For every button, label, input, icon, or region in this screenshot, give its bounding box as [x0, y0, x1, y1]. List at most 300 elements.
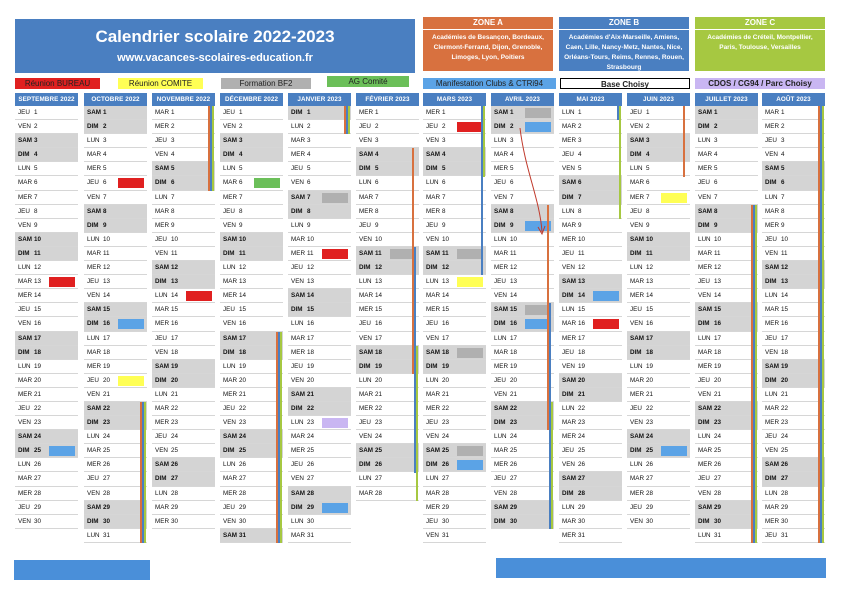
- day-row[interactable]: [152, 332, 215, 346]
- event-marker[interactable]: [49, 446, 75, 456]
- day-row[interactable]: [627, 317, 690, 331]
- day-row[interactable]: [627, 303, 690, 317]
- day-row[interactable]: [627, 346, 690, 360]
- day-row[interactable]: [15, 458, 78, 472]
- day-row[interactable]: [84, 374, 147, 388]
- day-row[interactable]: [356, 261, 419, 275]
- day-row[interactable]: [288, 303, 351, 317]
- day-row[interactable]: [356, 134, 419, 148]
- day-row[interactable]: [220, 487, 283, 501]
- day-row[interactable]: [762, 219, 825, 233]
- day-row[interactable]: [152, 247, 215, 261]
- day-row[interactable]: [762, 472, 825, 486]
- day-row[interactable]: [423, 303, 486, 317]
- day-row[interactable]: [762, 332, 825, 346]
- day-row[interactable]: [220, 501, 283, 515]
- day-row[interactable]: [423, 529, 486, 543]
- day-row[interactable]: [15, 120, 78, 134]
- day-row[interactable]: [627, 388, 690, 402]
- day-row[interactable]: [559, 303, 622, 317]
- day-row[interactable]: [84, 487, 147, 501]
- event-marker[interactable]: [322, 193, 348, 203]
- day-row[interactable]: [15, 106, 78, 120]
- day-row[interactable]: [84, 416, 147, 430]
- day-row[interactable]: [559, 487, 622, 501]
- day-row[interactable]: [152, 261, 215, 275]
- day-row[interactable]: [356, 444, 419, 458]
- day-row[interactable]: [220, 205, 283, 219]
- day-row[interactable]: [423, 515, 486, 529]
- day-row[interactable]: [15, 233, 78, 247]
- day-row[interactable]: [423, 191, 486, 205]
- day-row[interactable]: [627, 458, 690, 472]
- day-row[interactable]: [288, 332, 351, 346]
- day-row[interactable]: [627, 247, 690, 261]
- day-row[interactable]: [762, 134, 825, 148]
- day-row[interactable]: [15, 487, 78, 501]
- day-row[interactable]: [491, 430, 554, 444]
- day-row[interactable]: [84, 120, 147, 134]
- day-row[interactable]: [220, 162, 283, 176]
- day-row[interactable]: [356, 205, 419, 219]
- day-row[interactable]: [762, 247, 825, 261]
- day-row[interactable]: [84, 191, 147, 205]
- day-row[interactable]: [695, 317, 758, 331]
- day-row[interactable]: [220, 529, 283, 543]
- event-marker[interactable]: [186, 291, 212, 301]
- day-row[interactable]: [356, 233, 419, 247]
- day-row[interactable]: [491, 332, 554, 346]
- day-row[interactable]: [695, 261, 758, 275]
- day-row[interactable]: [356, 120, 419, 134]
- day-row[interactable]: [152, 148, 215, 162]
- day-row[interactable]: [152, 416, 215, 430]
- day-row[interactable]: [695, 219, 758, 233]
- day-row[interactable]: [423, 402, 486, 416]
- event-marker[interactable]: [457, 460, 483, 470]
- day-row[interactable]: [84, 501, 147, 515]
- day-row[interactable]: [627, 374, 690, 388]
- day-row[interactable]: [695, 289, 758, 303]
- event-marker[interactable]: [457, 348, 483, 358]
- day-row[interactable]: [288, 374, 351, 388]
- day-row[interactable]: [288, 444, 351, 458]
- day-row[interactable]: [627, 289, 690, 303]
- day-row[interactable]: [356, 275, 419, 289]
- day-row[interactable]: [84, 458, 147, 472]
- day-row[interactable]: [356, 472, 419, 486]
- website-link[interactable]: www.vacances-scolaires-education.fr: [117, 52, 313, 64]
- day-row[interactable]: [84, 346, 147, 360]
- day-row[interactable]: [220, 303, 283, 317]
- day-row[interactable]: [220, 134, 283, 148]
- day-row[interactable]: [559, 134, 622, 148]
- day-row[interactable]: [762, 529, 825, 543]
- day-row[interactable]: [356, 176, 419, 190]
- day-row[interactable]: [288, 501, 351, 515]
- day-row[interactable]: [356, 430, 419, 444]
- day-row[interactable]: [423, 444, 486, 458]
- day-row[interactable]: [762, 289, 825, 303]
- day-row[interactable]: [356, 191, 419, 205]
- day-row[interactable]: [491, 346, 554, 360]
- day-row[interactable]: [15, 289, 78, 303]
- day-row[interactable]: [15, 317, 78, 331]
- day-row[interactable]: [288, 247, 351, 261]
- day-row[interactable]: [559, 515, 622, 529]
- day-row[interactable]: [356, 346, 419, 360]
- day-row[interactable]: [288, 289, 351, 303]
- day-row[interactable]: [423, 388, 486, 402]
- day-row[interactable]: [762, 402, 825, 416]
- day-row[interactable]: [559, 120, 622, 134]
- day-row[interactable]: [491, 162, 554, 176]
- day-row[interactable]: [423, 219, 486, 233]
- day-row[interactable]: [491, 205, 554, 219]
- day-row[interactable]: [288, 275, 351, 289]
- day-row[interactable]: [220, 416, 283, 430]
- day-row[interactable]: [695, 233, 758, 247]
- day-row[interactable]: [762, 458, 825, 472]
- day-row[interactable]: [695, 388, 758, 402]
- day-row[interactable]: [762, 261, 825, 275]
- day-row[interactable]: [423, 176, 486, 190]
- day-row[interactable]: [627, 472, 690, 486]
- day-row[interactable]: [627, 332, 690, 346]
- day-row[interactable]: [559, 191, 622, 205]
- day-row[interactable]: [695, 275, 758, 289]
- day-row[interactable]: [695, 501, 758, 515]
- day-row[interactable]: [423, 247, 486, 261]
- day-row[interactable]: [627, 487, 690, 501]
- day-row[interactable]: [152, 134, 215, 148]
- event-marker[interactable]: [118, 178, 144, 188]
- day-row[interactable]: [288, 134, 351, 148]
- day-row[interactable]: [491, 289, 554, 303]
- day-row[interactable]: [15, 148, 78, 162]
- day-row[interactable]: [762, 416, 825, 430]
- day-row[interactable]: [559, 360, 622, 374]
- day-row[interactable]: [152, 289, 215, 303]
- day-row[interactable]: [220, 148, 283, 162]
- day-row[interactable]: [152, 360, 215, 374]
- day-row[interactable]: [559, 162, 622, 176]
- day-row[interactable]: [627, 148, 690, 162]
- day-row[interactable]: [491, 120, 554, 134]
- day-row[interactable]: [288, 106, 351, 120]
- day-row[interactable]: [84, 402, 147, 416]
- day-row[interactable]: [695, 162, 758, 176]
- day-row[interactable]: [356, 487, 419, 501]
- day-row[interactable]: [627, 261, 690, 275]
- day-row[interactable]: [695, 303, 758, 317]
- day-row[interactable]: [288, 388, 351, 402]
- day-row[interactable]: [356, 317, 419, 331]
- day-row[interactable]: [84, 261, 147, 275]
- day-row[interactable]: [220, 120, 283, 134]
- event-marker[interactable]: [593, 291, 619, 301]
- day-row[interactable]: [152, 402, 215, 416]
- day-row[interactable]: [356, 303, 419, 317]
- day-row[interactable]: [15, 205, 78, 219]
- day-row[interactable]: [695, 487, 758, 501]
- event-marker[interactable]: [661, 446, 687, 456]
- day-row[interactable]: [220, 261, 283, 275]
- day-row[interactable]: [491, 374, 554, 388]
- event-marker[interactable]: [525, 122, 551, 132]
- day-row[interactable]: [423, 374, 486, 388]
- day-row[interactable]: [423, 501, 486, 515]
- day-row[interactable]: [356, 388, 419, 402]
- day-row[interactable]: [423, 458, 486, 472]
- day-row[interactable]: [288, 261, 351, 275]
- day-row[interactable]: [15, 388, 78, 402]
- day-row[interactable]: [559, 219, 622, 233]
- day-row[interactable]: [695, 332, 758, 346]
- day-row[interactable]: [695, 402, 758, 416]
- day-row[interactable]: [84, 515, 147, 529]
- event-marker[interactable]: [118, 319, 144, 329]
- day-row[interactable]: [220, 360, 283, 374]
- day-row[interactable]: [152, 458, 215, 472]
- day-row[interactable]: [559, 176, 622, 190]
- day-row[interactable]: [695, 176, 758, 190]
- day-row[interactable]: [288, 430, 351, 444]
- event-marker[interactable]: [457, 446, 483, 456]
- day-row[interactable]: [695, 472, 758, 486]
- day-row[interactable]: [559, 148, 622, 162]
- day-row[interactable]: [559, 430, 622, 444]
- day-row[interactable]: [627, 275, 690, 289]
- day-row[interactable]: [152, 205, 215, 219]
- event-marker[interactable]: [593, 319, 619, 329]
- day-row[interactable]: [762, 487, 825, 501]
- day-row[interactable]: [762, 430, 825, 444]
- day-row[interactable]: [356, 162, 419, 176]
- day-row[interactable]: [559, 106, 622, 120]
- day-row[interactable]: [627, 501, 690, 515]
- day-row[interactable]: [356, 106, 419, 120]
- day-row[interactable]: [762, 360, 825, 374]
- day-row[interactable]: [695, 148, 758, 162]
- day-row[interactable]: [491, 317, 554, 331]
- day-row[interactable]: [288, 458, 351, 472]
- event-marker[interactable]: [118, 376, 144, 386]
- day-row[interactable]: [152, 374, 215, 388]
- day-row[interactable]: [84, 219, 147, 233]
- day-row[interactable]: [84, 247, 147, 261]
- day-row[interactable]: [627, 219, 690, 233]
- day-row[interactable]: [152, 515, 215, 529]
- day-row[interactable]: [762, 275, 825, 289]
- day-row[interactable]: [152, 176, 215, 190]
- day-row[interactable]: [491, 501, 554, 515]
- day-row[interactable]: [288, 205, 351, 219]
- day-row[interactable]: [356, 148, 419, 162]
- day-row[interactable]: [559, 275, 622, 289]
- day-row[interactable]: [220, 317, 283, 331]
- day-row[interactable]: [84, 303, 147, 317]
- day-row[interactable]: [423, 289, 486, 303]
- day-row[interactable]: [491, 360, 554, 374]
- day-row[interactable]: [220, 289, 283, 303]
- day-row[interactable]: [220, 191, 283, 205]
- day-row[interactable]: [152, 430, 215, 444]
- day-row[interactable]: [762, 515, 825, 529]
- day-row[interactable]: [84, 205, 147, 219]
- day-row[interactable]: [762, 162, 825, 176]
- day-row[interactable]: [288, 346, 351, 360]
- day-row[interactable]: [84, 332, 147, 346]
- day-row[interactable]: [84, 162, 147, 176]
- day-row[interactable]: [220, 388, 283, 402]
- day-row[interactable]: [491, 148, 554, 162]
- event-marker[interactable]: [661, 193, 687, 203]
- event-marker[interactable]: [457, 249, 483, 259]
- day-row[interactable]: [762, 374, 825, 388]
- day-row[interactable]: [15, 515, 78, 529]
- day-row[interactable]: [491, 233, 554, 247]
- day-row[interactable]: [627, 106, 690, 120]
- day-row[interactable]: [15, 374, 78, 388]
- day-row[interactable]: [84, 176, 147, 190]
- day-row[interactable]: [627, 360, 690, 374]
- day-row[interactable]: [288, 233, 351, 247]
- day-row[interactable]: [288, 472, 351, 486]
- day-row[interactable]: [559, 388, 622, 402]
- day-row[interactable]: [423, 332, 486, 346]
- day-row[interactable]: [356, 289, 419, 303]
- day-row[interactable]: [356, 402, 419, 416]
- day-row[interactable]: [15, 219, 78, 233]
- day-row[interactable]: [559, 317, 622, 331]
- day-row[interactable]: [15, 162, 78, 176]
- event-marker[interactable]: [322, 503, 348, 513]
- day-row[interactable]: [627, 176, 690, 190]
- day-row[interactable]: [695, 430, 758, 444]
- day-row[interactable]: [423, 162, 486, 176]
- day-row[interactable]: [15, 247, 78, 261]
- day-row[interactable]: [288, 219, 351, 233]
- day-row[interactable]: [288, 191, 351, 205]
- day-row[interactable]: [152, 106, 215, 120]
- day-row[interactable]: [491, 219, 554, 233]
- day-row[interactable]: [423, 261, 486, 275]
- day-row[interactable]: [15, 346, 78, 360]
- day-row[interactable]: [220, 275, 283, 289]
- day-row[interactable]: [15, 275, 78, 289]
- day-row[interactable]: [491, 261, 554, 275]
- day-row[interactable]: [491, 416, 554, 430]
- day-row[interactable]: [288, 487, 351, 501]
- day-row[interactable]: [152, 191, 215, 205]
- day-row[interactable]: [423, 120, 486, 134]
- day-row[interactable]: [559, 472, 622, 486]
- day-row[interactable]: [559, 416, 622, 430]
- day-row[interactable]: [15, 430, 78, 444]
- day-row[interactable]: [762, 317, 825, 331]
- day-row[interactable]: [695, 205, 758, 219]
- day-row[interactable]: [15, 134, 78, 148]
- day-row[interactable]: [559, 247, 622, 261]
- day-row[interactable]: [559, 233, 622, 247]
- day-row[interactable]: [220, 176, 283, 190]
- day-row[interactable]: [762, 205, 825, 219]
- day-row[interactable]: [627, 191, 690, 205]
- day-row[interactable]: [15, 261, 78, 275]
- day-row[interactable]: [220, 346, 283, 360]
- day-row[interactable]: [559, 501, 622, 515]
- day-row[interactable]: [288, 515, 351, 529]
- day-row[interactable]: [288, 148, 351, 162]
- day-row[interactable]: [423, 430, 486, 444]
- day-row[interactable]: [423, 472, 486, 486]
- day-row[interactable]: [762, 501, 825, 515]
- day-row[interactable]: [84, 430, 147, 444]
- day-row[interactable]: [84, 388, 147, 402]
- day-row[interactable]: [762, 191, 825, 205]
- day-row[interactable]: [491, 458, 554, 472]
- day-row[interactable]: [15, 501, 78, 515]
- day-row[interactable]: [84, 529, 147, 543]
- day-row[interactable]: [152, 275, 215, 289]
- day-row[interactable]: [423, 148, 486, 162]
- day-row[interactable]: [356, 247, 419, 261]
- day-row[interactable]: [559, 332, 622, 346]
- day-row[interactable]: [491, 487, 554, 501]
- day-row[interactable]: [559, 261, 622, 275]
- day-row[interactable]: [15, 444, 78, 458]
- day-row[interactable]: [288, 176, 351, 190]
- day-row[interactable]: [559, 374, 622, 388]
- day-row[interactable]: [695, 191, 758, 205]
- day-row[interactable]: [491, 472, 554, 486]
- day-row[interactable]: [627, 416, 690, 430]
- day-row[interactable]: [762, 346, 825, 360]
- day-row[interactable]: [84, 233, 147, 247]
- day-row[interactable]: [491, 247, 554, 261]
- day-row[interactable]: [627, 233, 690, 247]
- day-row[interactable]: [15, 303, 78, 317]
- day-row[interactable]: [15, 402, 78, 416]
- day-row[interactable]: [423, 416, 486, 430]
- day-row[interactable]: [491, 303, 554, 317]
- day-row[interactable]: [762, 303, 825, 317]
- day-row[interactable]: [695, 346, 758, 360]
- day-row[interactable]: [288, 162, 351, 176]
- event-marker[interactable]: [254, 178, 280, 188]
- event-marker[interactable]: [457, 277, 483, 287]
- day-row[interactable]: [695, 134, 758, 148]
- day-row[interactable]: [356, 219, 419, 233]
- day-row[interactable]: [356, 360, 419, 374]
- day-row[interactable]: [84, 148, 147, 162]
- day-row[interactable]: [423, 346, 486, 360]
- day-row[interactable]: [84, 106, 147, 120]
- day-row[interactable]: [152, 472, 215, 486]
- day-row[interactable]: [220, 106, 283, 120]
- event-marker[interactable]: [457, 122, 483, 132]
- day-row[interactable]: [559, 458, 622, 472]
- day-row[interactable]: [152, 444, 215, 458]
- day-row[interactable]: [220, 430, 283, 444]
- day-row[interactable]: [15, 416, 78, 430]
- day-row[interactable]: [762, 444, 825, 458]
- day-row[interactable]: [84, 472, 147, 486]
- day-row[interactable]: [491, 275, 554, 289]
- day-row[interactable]: [288, 416, 351, 430]
- day-row[interactable]: [762, 120, 825, 134]
